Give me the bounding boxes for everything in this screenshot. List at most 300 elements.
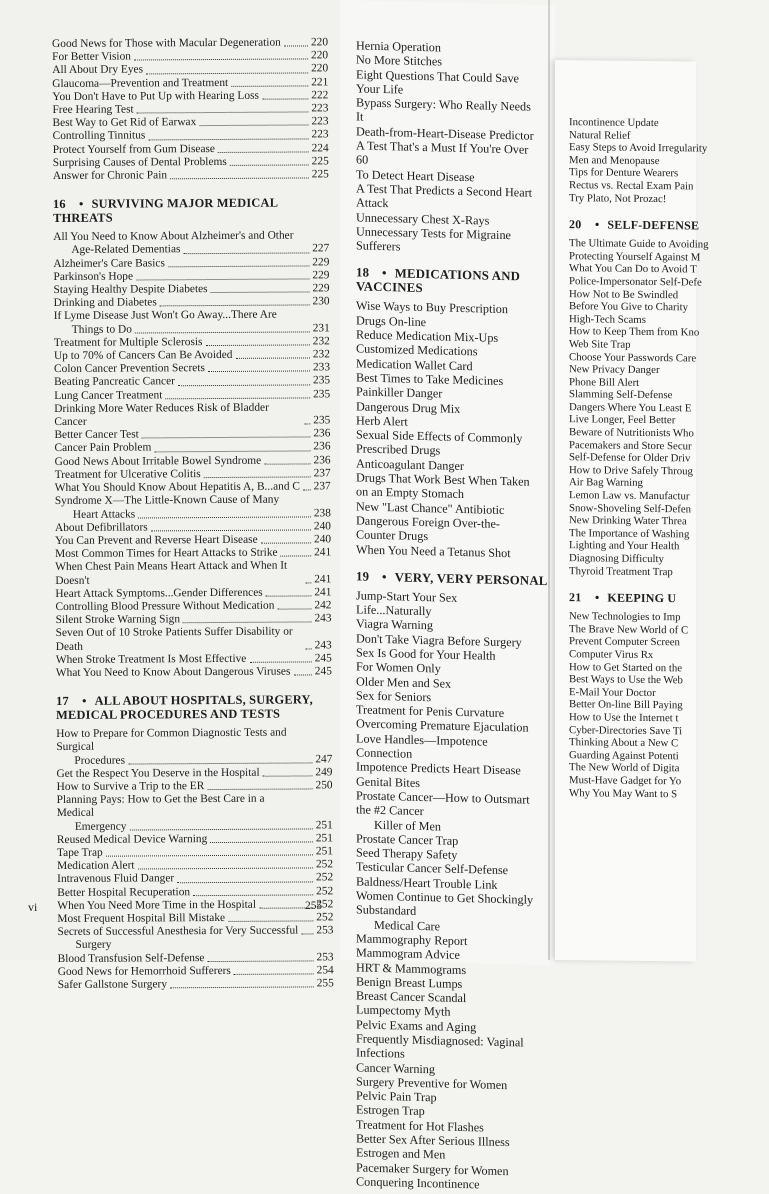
entry-page: 252 — [315, 898, 333, 911]
entry-title: Medication Alert — [57, 860, 135, 874]
entry-title: HRT & Mammograms — [356, 960, 466, 977]
entry-page: 252 — [315, 885, 333, 898]
entry-title: Easy Steps to Avoid Irregularity — [569, 141, 707, 155]
entry-title: Air Bag Warning — [569, 477, 643, 490]
entry-title: You Don't Have to Put Up with Hearing Loss — [52, 90, 259, 104]
dot-leader — [142, 437, 311, 439]
entry-page: 249 — [314, 766, 332, 779]
dot-leader — [106, 855, 313, 857]
entry-title: Safer Gallstone Surgery — [58, 978, 167, 992]
entry-page: 241 — [313, 586, 331, 599]
entry-page: 230 — [312, 296, 330, 309]
entry-title: Drinking More Water Reduces Risk of Bladder Cancer — [54, 401, 301, 429]
dot-leader — [263, 775, 313, 776]
chapter-heading-18: 18 • MEDICATIONS AND VACCINES — [356, 266, 552, 299]
dot-leader — [301, 934, 313, 935]
entry-title: No More Stitches — [356, 53, 442, 69]
entry-title: Treatment for Penis Curvature — [356, 703, 504, 721]
dot-leader — [151, 529, 311, 531]
entry-title: Good News for Those with Macular Degeneration — [52, 37, 281, 52]
entry-title: If Lyme Disease Just Won't Go Away...There Are — [54, 309, 277, 324]
entry-title: Good News for Hemorrhoid Sufferers — [58, 965, 231, 979]
entry-title: Lumpectomy Myth — [356, 1003, 450, 1020]
entry-title: Prostate Cancer Trap — [356, 831, 458, 848]
dot-leader — [177, 881, 313, 883]
dot-leader — [178, 384, 310, 386]
entry-title: New Drinking Water Threa — [569, 514, 687, 528]
entry-title: Herb Alert — [356, 413, 408, 429]
entry-title: Mammography Report — [356, 931, 467, 948]
entry-title: Intravenous Fluid Danger — [57, 873, 174, 887]
entry-page: 255 — [316, 977, 334, 990]
dot-leader — [306, 648, 312, 649]
page-number: vi — [28, 900, 37, 915]
entry-title: Pelvic Exams and Aging — [356, 1017, 476, 1034]
toc-entry — [55, 560, 331, 588]
entry-title: Eight Questions That Could Save Your Life — [356, 67, 534, 100]
entry-title: Cancer Warning — [356, 1060, 435, 1076]
entry-title: Bypass Surgery: Who Really Needs It — [356, 96, 534, 129]
entry-page: 245 — [314, 665, 332, 678]
dot-leader — [183, 252, 309, 254]
entry-title: The New World of Digita — [569, 761, 679, 775]
entry-title: Things to Do — [54, 323, 132, 337]
entry-title: New Technologies to Imp — [569, 610, 681, 624]
entry-page: 252 — [315, 911, 333, 924]
book-gutter — [548, 0, 550, 960]
entry-title: Best Way to Get Rid of Earwax — [52, 116, 196, 130]
entry-title: All You Need to Know About Alzheimer's and Other — [53, 230, 293, 245]
entry-title: When Chest Pain Means Heart Attack and When It Doesn't — [55, 560, 302, 588]
entry-title: Genital Bites — [356, 774, 420, 790]
entry-title: Treatment for Multiple Sclerosis — [54, 336, 203, 350]
entry-title: About Defibrillators — [55, 521, 148, 535]
entry-title: Better Hospital Recuperation — [57, 886, 190, 900]
entry-page: 236 — [312, 441, 330, 454]
entry-title: Pelvic Pain Trap — [356, 1089, 437, 1105]
entry-title: Up to 70% of Cancers Can Be Avoided — [54, 349, 233, 363]
chapter-title: KEEPING U — [607, 591, 676, 606]
entry-title: Natural Relief — [569, 129, 630, 142]
entry-title: For Women Only — [356, 660, 441, 676]
entry-page: 235 — [312, 388, 330, 401]
entry-title: Diagnosing Difficulty — [569, 552, 664, 566]
dot-leader — [235, 358, 309, 359]
entry-title: Older Men and Sex — [356, 674, 451, 691]
entry-page: 223 — [310, 116, 328, 129]
entry-page: 224 — [311, 142, 329, 155]
entry-title: E-Mail Your Doctor — [569, 686, 656, 700]
entry-page: 253 — [315, 924, 333, 937]
entry-page: 240 — [313, 533, 331, 546]
entry-title: Get the Respect You Deserve in the Hospital — [56, 766, 259, 780]
entry-title: Wise Ways to Buy Prescription Drugs On-line — [356, 299, 534, 332]
entry-title: Colon Cancer Prevention Secrets — [54, 362, 205, 376]
entry-title: Reused Medical Device Warning — [57, 833, 207, 847]
dot-leader — [165, 397, 310, 399]
entry-title: How to Drive Safely Throug — [569, 464, 693, 478]
right-toc-column — [569, 116, 769, 801]
entry-title: Police-Impersonator Self-Defe — [569, 275, 702, 289]
toc-list — [569, 116, 769, 206]
toc-list — [569, 610, 769, 801]
entry-title: Phone Bill Alert — [569, 376, 639, 389]
dot-leader — [264, 463, 310, 464]
entry-title: Pacemaker Surgery for Women — [356, 1160, 509, 1178]
chapter-heading-17: 17 • ALL ABOUT HOSPITALS, SURGERY, MEDICAL PROCEDURES AND TESTS — [56, 692, 332, 722]
dot-leader — [208, 371, 310, 373]
entry-title: A Test That Predicts a Second Heart Attack — [356, 181, 534, 214]
entry-title: Planning Pays: How to Get the Best Care in a Medical — [57, 793, 304, 821]
entry-page: 243 — [314, 612, 332, 625]
entry-title: Good News About Irritable Bowel Syndrome — [55, 454, 262, 468]
entry-title: How to Keep Them from Kno — [569, 325, 699, 339]
entry-page: 220 — [310, 63, 328, 76]
toc-entry — [569, 565, 769, 580]
entry-title: Lighting and Your Health — [569, 540, 679, 554]
entry-page: 238 — [313, 507, 331, 520]
entry-page: 252 — [315, 872, 333, 885]
entry-title: Anticoagulant Danger — [356, 456, 464, 473]
toc-entry — [58, 977, 334, 992]
dot-leader — [207, 960, 313, 962]
toc-entry — [55, 480, 331, 495]
entry-title: Slamming Self-Defense — [569, 388, 672, 402]
dot-leader — [136, 278, 309, 280]
entry-page: 245 — [314, 652, 332, 665]
chapter-title: VERY, VERY PERSONAL — [395, 570, 548, 588]
chapter-number: 16 — [53, 197, 71, 211]
entry-title: Death-from-Heart-Disease Predictor — [356, 124, 534, 143]
dot-leader — [193, 894, 313, 896]
chapter-title: ALL ABOUT HOSPITALS, SURGERY, MEDICAL PROCEDURES AND TESTS — [56, 693, 313, 723]
entry-title: Estrogen Trap — [356, 1103, 425, 1119]
chapter-heading-21: 21 • KEEPING U — [569, 590, 769, 606]
entry-page: 232 — [312, 335, 330, 348]
entry-title: Emergency — [57, 820, 127, 834]
entry-title: Secrets of Successful Anesthesia for Very Successful — [57, 925, 298, 940]
entry-title: Snow-Shoveling Self-Defen — [569, 502, 691, 516]
entry-title: Most Frequent Hospital Bill Mistake — [57, 912, 225, 926]
entry-page: 237 — [313, 480, 331, 493]
chapter-heading-20: 20 • SELF-DEFENSE — [569, 217, 769, 233]
entry-title: Staying Healthy Despite Diabetes — [54, 283, 208, 297]
entry-page: 241 — [313, 573, 331, 586]
chapter-heading-19: 19 • VERY, VERY PERSONAL — [356, 569, 552, 588]
entry-page: 223 — [310, 102, 328, 115]
middle-toc-column — [356, 38, 552, 1193]
toc-entry — [569, 787, 769, 802]
toc-entry — [56, 626, 332, 654]
entry-title: Tape Trap — [57, 847, 103, 860]
entry-title: Controlling Tinnitus — [53, 130, 146, 144]
entry-title: Rectus vs. Rectal Exam Pain — [569, 179, 693, 193]
toc-entry — [57, 792, 333, 820]
dot-leader — [138, 516, 311, 518]
entry-title: Age-Related Dementias — [53, 244, 180, 258]
dot-leader — [305, 582, 311, 583]
entry-page: 222 — [310, 89, 328, 102]
entry-title: When You Need a Tetanus Shot — [356, 542, 511, 560]
entry-title: Testicular Cancer Self-Defense — [356, 860, 508, 878]
entry-title: Must-Have Gadget for Yo — [569, 774, 681, 788]
entry-title: Painkiller Danger — [356, 385, 442, 401]
chapter-number: 19 — [356, 569, 374, 583]
entry-title: Silent Stroke Warning Sign — [56, 613, 181, 627]
entry-title: Try Plato, Not Prozac! — [569, 192, 666, 206]
toc-entry — [356, 224, 552, 257]
entry-page: 221 — [310, 76, 328, 89]
entry-title: Lung Cancer Treatment — [54, 389, 162, 403]
entry-title: Heart Attacks — [55, 508, 135, 522]
entry-title: New "Last Chance" Antibiotic — [356, 499, 504, 517]
entry-title: Sex for Seniors — [356, 688, 431, 704]
entry-title: Web Site Trap — [569, 338, 631, 351]
entry-page: 220 — [310, 36, 328, 49]
entry-title: Thinking About a New C — [569, 736, 678, 750]
entry-title: Medical Care — [356, 917, 440, 933]
entry-title: Why You May Want to S — [569, 787, 677, 801]
entry-title: Sex Is Good for Your Health — [356, 645, 495, 663]
entry-title: Dangerous Foreign Over-the-Counter Drugs — [356, 513, 534, 546]
entry-title: The Brave New World of C — [569, 623, 688, 637]
entry-title: Reduce Medication Mix-Ups — [356, 327, 498, 345]
entry-title: Frequently Misdiagnosed: Vaginal Infections — [356, 1031, 534, 1064]
entry-title: Viagra Warning — [356, 617, 433, 633]
chapter-title: SELF-DEFENSE — [607, 218, 699, 233]
dot-leader — [204, 477, 311, 479]
dot-leader — [261, 543, 311, 544]
entry-title: Estrogen and Men — [356, 1146, 445, 1162]
entry-title: A Test That's a Must If You're Over 60 — [356, 138, 534, 171]
toc-entry — [53, 168, 329, 183]
entry-page: 231 — [312, 322, 330, 335]
dot-leader — [168, 265, 310, 267]
entry-title: Baldness/Heart Trouble Link — [356, 874, 498, 892]
toc-entry — [56, 726, 332, 754]
entry-title: Drugs That Work Best When Taken on an Empty Stomach — [356, 470, 534, 503]
entry-title: Seed Therapy Safety — [356, 846, 457, 863]
entry-title: Hernia Operation — [356, 38, 441, 54]
entry-title: Better Cancer Test — [54, 429, 138, 443]
entry-page: 229 — [311, 282, 329, 295]
dot-leader — [249, 661, 311, 662]
entry-page: 229 — [311, 269, 329, 282]
dot-leader — [281, 556, 312, 557]
entry-page: 225 — [311, 168, 329, 181]
toc-list — [356, 299, 552, 561]
entry-title: Before You Give to Charity — [569, 300, 688, 314]
entry-title: Drinking and Diabetes — [54, 297, 157, 311]
left-toc-column — [52, 36, 334, 992]
entry-page: 254 — [316, 964, 334, 977]
entry-title: Prevent Computer Screen — [569, 636, 680, 650]
left-page — [0, 0, 348, 960]
dot-leader — [128, 762, 312, 764]
entry-title: For Better Vision — [52, 51, 131, 65]
entry-title: Procedures — [56, 754, 125, 768]
dot-leader — [266, 595, 312, 596]
dot-leader — [154, 450, 310, 452]
entry-title: Beating Pancreatic Cancer — [54, 376, 175, 390]
dot-leader — [231, 85, 308, 86]
entry-title: Love Handles—Impotence Connection — [356, 731, 534, 764]
entry-title: Overcoming Premature Ejaculation — [356, 717, 529, 736]
entry-title: Seven Out of 10 Stroke Patients Suffer Disability or Death — [56, 626, 303, 654]
entry-title: Better On-line Bill Paying — [569, 698, 683, 712]
entry-title: Surgery — [58, 939, 112, 953]
dot-leader — [262, 98, 308, 99]
dot-leader — [304, 424, 310, 425]
entry-title: Jump-Start Your Sex Life...Naturally — [356, 588, 534, 621]
entry-page: 241 — [313, 546, 331, 559]
dot-leader — [148, 138, 308, 140]
entry-page: 240 — [313, 520, 331, 533]
entry-page: 251 — [315, 832, 333, 845]
toc-entry — [57, 924, 333, 939]
dot-leader — [170, 987, 314, 989]
entry-page: 247 — [314, 753, 332, 766]
entry-page: 235 — [312, 414, 330, 427]
entry-title: Unnecessary Chest X-Rays — [356, 210, 489, 228]
entry-title: Best Times to Take Medicines — [356, 370, 503, 388]
entry-title: Medication Wallet Card — [356, 356, 473, 373]
dot-leader — [207, 789, 312, 791]
toc-entry — [53, 230, 329, 245]
entry-page: 223 — [311, 129, 329, 142]
entry-title: Breast Cancer Scandal — [356, 989, 466, 1006]
entry-page: 251 — [315, 819, 333, 832]
entry-page: 227 — [311, 243, 329, 256]
entry-title: Lemon Law vs. Manufactur — [569, 489, 690, 503]
entry-page: 250 — [315, 779, 333, 792]
entry-title: Surgery Preventive for Women — [356, 1074, 507, 1092]
entry-page: 220 — [310, 50, 328, 63]
toc-entry — [56, 665, 332, 680]
toc-entry — [54, 401, 330, 429]
entry-page: 252 — [315, 858, 333, 871]
entry-title: Treatment for Hot Flashes — [356, 1117, 484, 1134]
entry-title: Most Common Times for Heart Attacks to Strike — [55, 547, 278, 562]
entry-title: Protecting Yourself Against M — [569, 250, 700, 264]
dot-leader — [160, 305, 310, 307]
entry-page: 242 — [313, 599, 331, 612]
chapter-title: SURVIVING MAJOR MEDICAL THREATS — [53, 196, 277, 225]
chapter-number: 20 — [569, 217, 587, 231]
entry-title: Heart Attack Symptoms...Gender Differences — [55, 586, 262, 600]
right-page — [555, 60, 696, 961]
entry-title: When Stroke Treatment Is Most Effective — [56, 653, 247, 667]
toc-list — [569, 237, 769, 579]
entry-title: Impotence Predicts Heart Disease — [356, 760, 521, 778]
entry-title: What You Can Do to Avoid T — [569, 262, 697, 276]
entry-title: Mammogram Advice — [356, 946, 460, 963]
entry-title: Women Continue to Get Shockingly Substandard — [356, 888, 534, 921]
entry-title: Cancer Pain Problem — [54, 442, 151, 456]
dot-leader — [138, 868, 314, 870]
entry-title: Unnecessary Tests for Migraine Sufferers — [356, 224, 534, 257]
entry-title: Syndrome X—The Little-Known Cause of Many — [55, 494, 279, 509]
dot-leader — [218, 151, 309, 153]
dot-leader — [228, 921, 313, 923]
entry-title: Free Hearing Test — [52, 104, 133, 118]
entry-title: New Privacy Danger — [569, 363, 660, 377]
entry-page: 237 — [313, 467, 331, 480]
entry-title: All About Dry Eyes — [52, 64, 143, 78]
entry-page: 243 — [314, 639, 332, 652]
dot-leader — [137, 112, 309, 114]
chapter-number: 18 — [356, 266, 374, 280]
entry-title: Thyroid Treatment Trap — [569, 565, 673, 579]
entry-title: Blood Transfusion Self-Defense — [58, 952, 205, 966]
entry-title: Cyber-Directories Save Ti — [569, 724, 682, 738]
entry-page: 235 — [312, 375, 330, 388]
entry-title: Benign Breast Lumps — [356, 974, 462, 991]
middle-page — [340, 0, 555, 965]
dot-leader — [277, 609, 311, 610]
entry-title: Surprising Causes of Dental Problems — [53, 156, 227, 170]
entry-page: 236 — [312, 428, 330, 441]
entry-title: Customized Medications — [356, 342, 478, 359]
entry-title: Glaucoma—Prevention and Treatment — [52, 77, 228, 91]
entry-title: Answer for Chronic Pain — [53, 169, 167, 183]
toc-list — [356, 38, 552, 257]
chapter-heading-16: 16 • SURVIVING MAJOR MEDICAL THREATS — [53, 196, 329, 226]
entry-page: 233 — [312, 362, 330, 375]
entry-title: What You Need to Know About Dangerous Viruses — [56, 665, 291, 680]
entry-title: Prostate Cancer—How to Outsmart the #2 Cancer — [356, 788, 534, 821]
entry-page: 229 — [311, 256, 329, 269]
entry-page: 236 — [313, 454, 331, 467]
entry-title: Dangers Where You Least E — [569, 401, 691, 415]
entry-title: How to Get Started on the — [569, 661, 682, 675]
toc-list — [52, 36, 329, 183]
entry-page: 225 — [311, 155, 329, 168]
entry-title: Beware of Nutritionists Who — [569, 426, 694, 440]
entry-title: The Importance of Washing — [569, 527, 689, 541]
entry-title: Alzheimer's Care Basics — [53, 257, 165, 271]
dot-leader — [199, 125, 308, 127]
entry-title: Dangerous Drug Mix — [356, 399, 460, 416]
entry-title: Best Ways to Use the Web — [569, 673, 683, 687]
entry-title: How to Use the Internet t — [569, 711, 678, 725]
entry-title: Incontinence Update — [569, 116, 659, 130]
entry-title: Conquering Incontinence — [356, 1174, 480, 1191]
entry-title: Self-Defense for Older Driv — [569, 451, 690, 465]
entry-title: Pacemakers and Store Secur — [569, 439, 692, 453]
dot-leader — [205, 344, 309, 346]
entry-title: Guarding Against Potenti — [569, 749, 679, 763]
entry-title: Tips for Denture Wearers — [569, 167, 678, 181]
toc-entry — [569, 192, 769, 207]
entry-title: Better Sex After Serious Illness — [356, 1131, 510, 1149]
chapter-title: MEDICATIONS AND VACCINES — [356, 267, 520, 296]
dot-leader — [284, 46, 308, 47]
dot-leader — [303, 490, 311, 491]
entry-title: Controlling Blood Pressure Without Medication — [55, 600, 274, 615]
entry-title: You Can Prevent and Reverse Heart Disease — [55, 534, 258, 548]
dot-leader — [170, 178, 309, 180]
dot-leader — [234, 973, 314, 974]
dot-leader — [183, 622, 312, 624]
last-page-number: 255 — [305, 900, 322, 912]
entry-title: Choose Your Passwords Care — [569, 351, 696, 365]
entry-title: How to Prepare for Common Diagnostic Tests and Surgical — [56, 727, 303, 755]
entry-title: Treatment for Ulcerative Colitis — [55, 468, 201, 482]
entry-title: How Not to Be Swindled — [569, 288, 678, 302]
entry-title: The Ultimate Guide to Avoiding — [569, 237, 709, 251]
entry-title: To Detect Heart Disease — [356, 167, 475, 184]
